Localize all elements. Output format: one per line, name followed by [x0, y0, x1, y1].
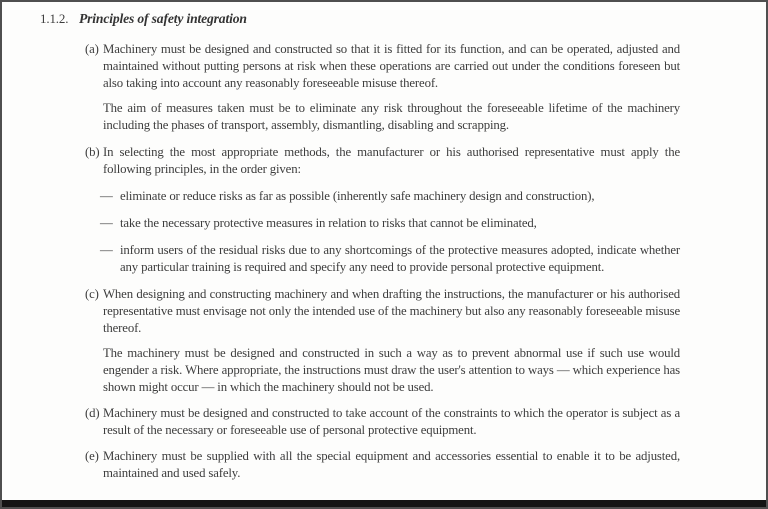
item-text-c: [103, 286, 680, 396]
item-label-b: (b): [85, 145, 100, 159]
section-body: [85, 41, 680, 482]
page-bottom-bar: [2, 500, 766, 507]
dash-item-2: [100, 215, 680, 232]
dash-list: [100, 188, 680, 276]
paragraph-c-2: The machinery must be designed and constructed in such a way as to prevent abnormal use if such use would engender a risk. Where appropriate, the instructions must draw the user's attention to ways — which experience has shown might occur — in which the machinery should not be used.: [103, 346, 680, 394]
item-text-a: [103, 41, 680, 134]
dash-bullet: —: [100, 189, 113, 203]
paragraph-d-1: Machinery must be designed and constructed to take account of the constraints to which the operator is subject as a result of the necessary or foreseeable use of personal protective equipment.: [103, 406, 680, 437]
paragraph-b-1: In selecting the most appropriate methods, the manufacturer or his authorised representative must apply the following principles, in the order given:: [103, 145, 680, 176]
list-item-e: [85, 448, 680, 482]
item-label-e: (e): [85, 449, 99, 463]
dash-bullet: —: [100, 216, 113, 230]
item-label-a: (a): [85, 42, 99, 56]
list-item-a: [85, 41, 680, 134]
dash-bullet: —: [100, 243, 113, 257]
section-number: 1.1.2.: [40, 11, 69, 26]
section-heading: Principles of safety integration: [79, 11, 247, 26]
dash-item-2-text: take the necessary protective measures in relation to risks that cannot be eliminated,: [120, 216, 537, 230]
item-text-d: [103, 405, 680, 439]
item-label-d: (d): [85, 406, 100, 420]
item-label-c: (c): [85, 287, 99, 301]
dash-item-1-text: eliminate or reduce risks as far as possible (inherently safe machinery design and construction),: [120, 189, 595, 203]
dash-item-1: [100, 188, 680, 205]
list-item-b: [85, 144, 680, 276]
item-text-b: [100, 144, 680, 276]
paragraph-a-1: Machinery must be designed and constructed so that it is fitted for its function, and can be operated, adjusted and maintained without putting persons at risk when these operations are carried out under the conditions foreseen but also taking into account any reasonably foreseeable misuse thereof.: [103, 42, 680, 90]
list-item-c: [85, 286, 680, 396]
paragraph-e-1: Machinery must be supplied with all the special equipment and accessories essential to enable it to be adjusted, maintained and used safely.: [103, 449, 680, 480]
paragraph-c-1: When designing and constructing machinery and when drafting the instructions, the manufacturer or his authorised representative must envisage not only the intended use of the machinery but also any reasonably foreseeable misuse thereof.: [103, 287, 680, 335]
item-text-e: [103, 448, 680, 482]
dash-item-3: [100, 242, 680, 276]
section-heading-row: [40, 10, 766, 28]
paragraph-a-2: The aim of measures taken must be to eliminate any risk throughout the foreseeable lifetime of the machinery including the phases of transport, assembly, dismantling, disabling and scrapping.: [103, 101, 680, 132]
dash-item-3-text: inform users of the residual risks due to any shortcomings of the protective measures adopted, indicate whether any particular training is required and specify any need to provide personal protective equipment.: [120, 243, 680, 274]
list-item-d: [85, 405, 680, 439]
